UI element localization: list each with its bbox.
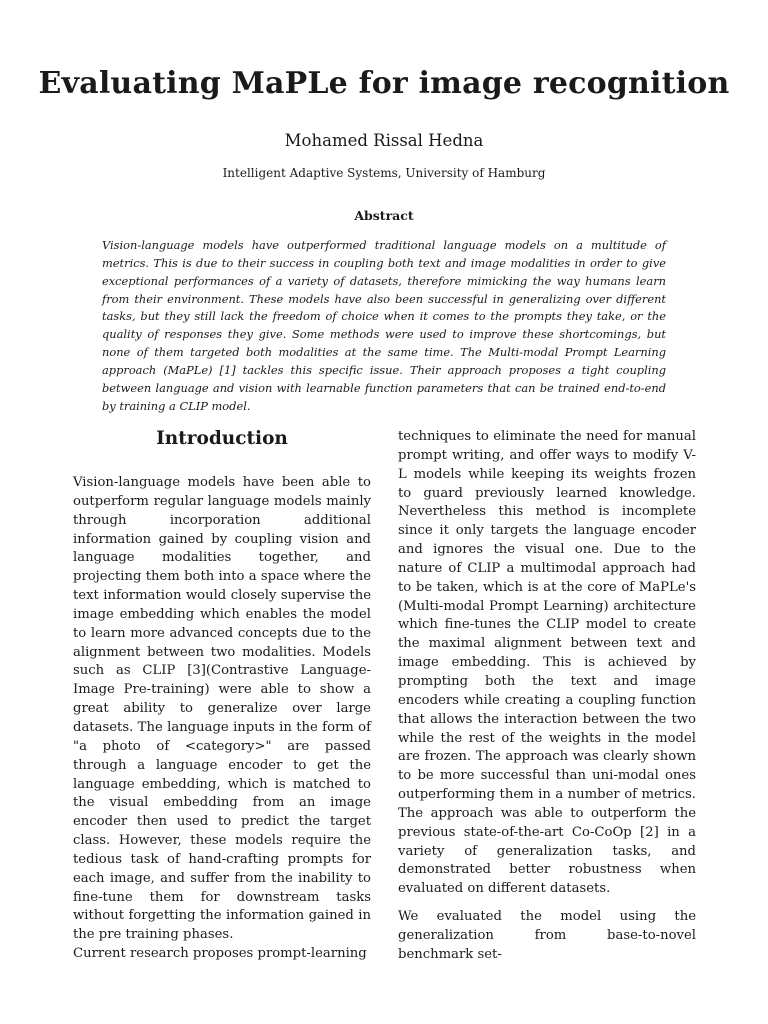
intro-paragraph-2: Current research proposes prompt-learning: [73, 946, 367, 962]
intro-paragraph-3: techniques to eliminate the need for manual prompt writing, and offer ways to modify V-L models while keeping its weights frozen to guard previously learned knowledge. Nevertheless this method is incomplete since it only targets the language encoder and ignores the visual one. Due to the nature of CLIP a multimodal approach had to be taken, which is at the core of MaPLe's (Multi-modal Prompt Learning) architecture which fine-tunes the CLIP model to create the maximal alignment between text and image embedding. This is achieved by prompting both the text and image encoders while creating a coupling function that allows the interaction between the two while the rest of the weights in the model are frozen. The approach was clearly shown to be more successful than uni-modal ones outperforming them in a number of metrics. The approach was able to outperform the previous state-of-the-art Co-CoOp [2] in a variety of generalization tasks, and demonstrated better robustness when evaluated on different datasets.: [398, 429, 696, 897]
intro-paragraph-4: We evaluated the model using the generalization from base-to-novel benchmark set-: [398, 909, 696, 962]
abstract-text: Vision-language models have outperformed traditional language models on a multitude of metrics. This is due to their success in coupling both text and image modalities in order to give exceptional performances of a variety of datasets, therefore mimicking the way humans learn from their environment. These models have also been successful in generalizing over different tasks, but they still lack the freedom of choice when it comes to the prompts they take, or the quality of responses they give. Some methods were used to improve these shortcomings, but none of them targeted both modalities at the same time. The Multi-modal Prompt Learning approach (MaPLe) [1] tackles this specific issue. Their approach proposes a tight coupling between language and vision with learnable function parameters that can be trained end-to-end by training a CLIP model.: [102, 238, 666, 413]
left-column: [73, 474, 371, 964]
author-affiliation: Intelligent Adaptive Systems, University of Hamburg: [222, 166, 546, 180]
intro-paragraph-1: Vision-language models have been able to outperform regular language models mainly through incorporation additional information gained by coupling vision and language modalities together, and projecting them both into a space where the text information would closely supervise the image embedding which enables the model to learn more advanced concepts due to the alignment between two modalities. Models such as CLIP [3](Contrastive Language-Image Pre-training) were able to show a great ability to generalize over large datasets. The language inputs in the form of "a photo of <category>" are passed through a language encoder to get the language embedding, which is matched to the visual embedding from an image encoder then used to predict the target class. However, these models require the tedious task of hand-crafting prompts for each image, and suffer from the inability to fine-tune them for downstream tasks without forgetting the information gained in the pre training phases.: [73, 475, 371, 943]
abstract-heading: Abstract: [354, 208, 414, 223]
right-column: [398, 428, 696, 965]
author-name: Mohamed Rissal Hedna: [284, 131, 484, 150]
introduction-heading: Introduction: [156, 428, 288, 449]
paper-title: Evaluating MaPLe for image recognition: [38, 66, 730, 101]
